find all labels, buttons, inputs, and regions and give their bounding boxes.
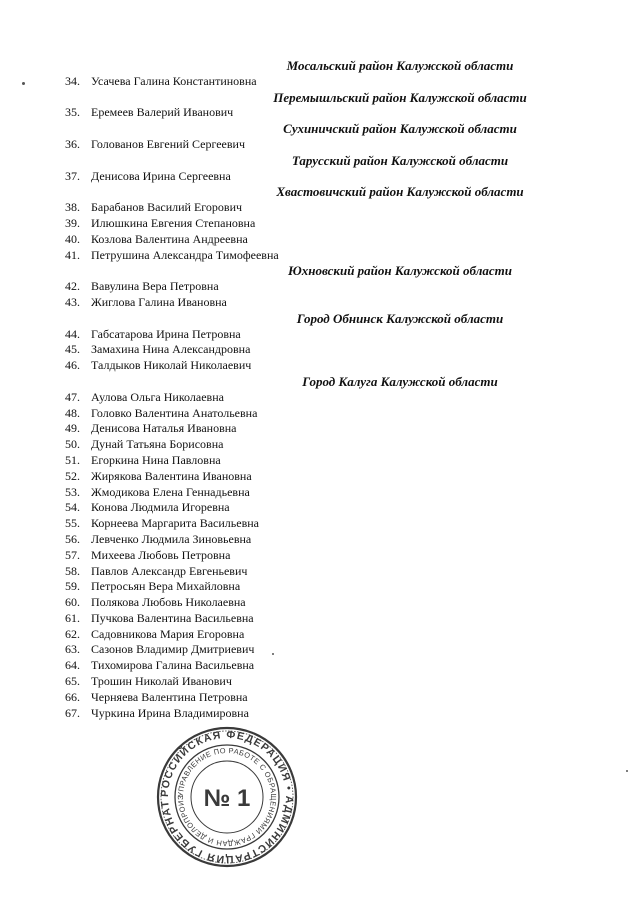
list-item — [0, 500, 640, 516]
list-item — [0, 437, 640, 453]
item-number: 40. — [65, 231, 80, 246]
person-name: Козлова Валентина Андреевна — [91, 231, 248, 246]
person-name: Жмодикова Елена Геннадьевна — [91, 484, 250, 499]
item-number: 39. — [65, 215, 80, 230]
list-item — [0, 516, 640, 532]
list-item — [0, 642, 640, 658]
list-item — [0, 327, 640, 343]
item-number: 46. — [65, 358, 80, 373]
item-number: 58. — [65, 563, 80, 578]
list-item — [0, 390, 640, 406]
list-item — [0, 406, 640, 422]
person-name: Петросьян Вера Михайловна — [91, 579, 241, 594]
person-name: Пучкова Валентина Васильевна — [91, 610, 254, 625]
section-heading: Город Калуга Калужской области — [302, 373, 498, 389]
person-name: Чуркина Ирина Владимировна — [91, 705, 249, 720]
item-number: 42. — [65, 279, 80, 294]
list-item — [0, 690, 640, 706]
section-heading: Город Обнинск Калужской области — [296, 310, 504, 326]
person-name: Жирякова Валентина Ивановна — [91, 468, 252, 483]
list-item — [0, 453, 640, 469]
item-number: 50. — [65, 437, 80, 452]
seal-graphic — [156, 726, 298, 868]
person-name: Дунай Татьяна Борисовна — [91, 437, 224, 452]
list-item — [0, 627, 640, 643]
list-item — [0, 595, 640, 611]
list-item — [0, 248, 640, 264]
item-number: 54. — [65, 500, 80, 515]
list-item — [0, 548, 640, 564]
list-item — [0, 342, 640, 358]
person-name: Усачева Галина Константиновна — [91, 73, 257, 88]
person-name: Илюшкина Евгения Степановна — [91, 215, 256, 230]
person-name: Сазонов Владимир Дмитриевич — [91, 642, 255, 657]
item-number: 64. — [65, 658, 80, 673]
list-item — [0, 658, 640, 674]
section-heading: Тарусский район Калужской области — [291, 152, 509, 168]
seal-number: № 1 — [203, 785, 251, 812]
scan-speck — [272, 653, 274, 655]
person-name: Талдыков Николай Николаевич — [91, 358, 252, 373]
person-name: Габсатарова Ирина Петровна — [91, 326, 241, 341]
list-item — [0, 532, 640, 548]
list-item — [0, 295, 640, 311]
list-item — [0, 137, 640, 153]
item-number: 45. — [65, 342, 80, 357]
person-name: Павлов Александр Евгеньевич — [91, 563, 248, 578]
list-item — [0, 216, 640, 232]
person-name: Петрушина Александра Тимофеевна — [91, 247, 279, 262]
item-number: 63. — [65, 642, 80, 657]
item-number: 60. — [65, 595, 80, 610]
item-number: 66. — [65, 689, 80, 704]
list-item — [0, 169, 640, 185]
item-number: 62. — [65, 626, 80, 641]
person-name: Садовникова Мария Егоровна — [91, 626, 245, 641]
list-item — [0, 485, 640, 501]
list-item — [0, 105, 640, 121]
seal-inner-text: УПРАВЛЕНИЕ ПО РАБОТЕ С ОБРАЩЕНИЯМИ ГРАЖДАН И ДЕЛОПРОИЗ — [175, 745, 279, 849]
person-name: Егоркина Нина Павловна — [91, 452, 221, 467]
list-item — [0, 579, 640, 595]
item-number: 57. — [65, 547, 80, 562]
person-name: Замахина Нина Александровна — [91, 342, 251, 357]
list-item — [0, 674, 640, 690]
item-number: 35. — [65, 105, 80, 120]
person-name: Вавулина Вера Петровна — [91, 279, 219, 294]
person-name: Аулова Ольга Николаевна — [91, 389, 224, 404]
person-name: Тихомирова Галина Васильевна — [91, 658, 255, 673]
list-item — [0, 706, 640, 722]
section-heading: Мосальский район Калужской области — [286, 58, 514, 73]
list-item — [0, 232, 640, 248]
person-name: Левченко Людмила Зиновьевна — [91, 531, 252, 546]
person-name: Трошин Николай Иванович — [91, 674, 232, 689]
list-item — [0, 279, 640, 295]
item-number: 51. — [65, 452, 80, 467]
section-heading: Хвастовичский район Калужской области — [276, 184, 524, 200]
item-number: 49. — [65, 421, 80, 436]
item-number: 61. — [65, 610, 80, 625]
list-item — [0, 611, 640, 627]
person-name: Черняева Валентина Петровна — [91, 689, 248, 704]
person-name: Жиглова Галина Ивановна — [91, 294, 227, 309]
official-seal — [156, 726, 298, 868]
item-number: 41. — [65, 247, 80, 262]
item-number: 36. — [65, 136, 80, 151]
list-item — [0, 358, 640, 374]
item-number: 47. — [65, 389, 80, 404]
person-name: Денисова Ирина Сергеевна — [91, 168, 231, 183]
scan-speck — [22, 82, 25, 85]
item-number: 56. — [65, 531, 80, 546]
item-number: 53. — [65, 484, 80, 499]
scan-speck — [626, 770, 628, 772]
item-number: 34. — [65, 73, 80, 88]
item-number: 43. — [65, 294, 80, 309]
person-name: Денисова Наталья Ивановна — [91, 421, 237, 436]
list-item — [0, 421, 640, 437]
section-heading: Перемышльский район Калужской области — [273, 89, 527, 105]
item-number: 59. — [65, 579, 80, 594]
person-name: Конова Людмила Игоревна — [91, 500, 230, 515]
list-item — [0, 469, 640, 485]
person-name: Барабанов Василий Егорович — [91, 200, 243, 215]
person-name: Полякова Любовь Николаевна — [91, 595, 246, 610]
item-number: 44. — [65, 326, 80, 341]
section-heading: Сухиничский район Калужской области — [283, 121, 517, 137]
person-name: Головко Валентина Анатольевна — [91, 405, 258, 420]
seal-outer-text: РОССИЙСКАЯ ФЕДЕРАЦИЯ • АДМИНИСТРАЦИЯ ГУБЕРНАТ — [158, 728, 296, 866]
item-number: 55. — [65, 516, 80, 531]
item-number: 52. — [65, 468, 80, 483]
person-name: Михеева Любовь Петровна — [91, 547, 231, 562]
list-item — [0, 564, 640, 580]
item-number: 48. — [65, 405, 80, 420]
item-number: 37. — [65, 168, 80, 183]
person-name: Корнеева Маргарита Васильевна — [91, 516, 259, 531]
person-name: Еремеев Валерий Иванович — [91, 105, 234, 120]
item-number: 38. — [65, 200, 80, 215]
list-item — [0, 74, 640, 90]
document-list — [0, 58, 640, 721]
list-item — [0, 200, 640, 216]
item-number: 65. — [65, 674, 80, 689]
person-name: Голованов Евгений Сергеевич — [91, 136, 246, 151]
item-number: 67. — [65, 705, 80, 720]
section-heading: Юхновский район Калужской области — [288, 263, 512, 279]
